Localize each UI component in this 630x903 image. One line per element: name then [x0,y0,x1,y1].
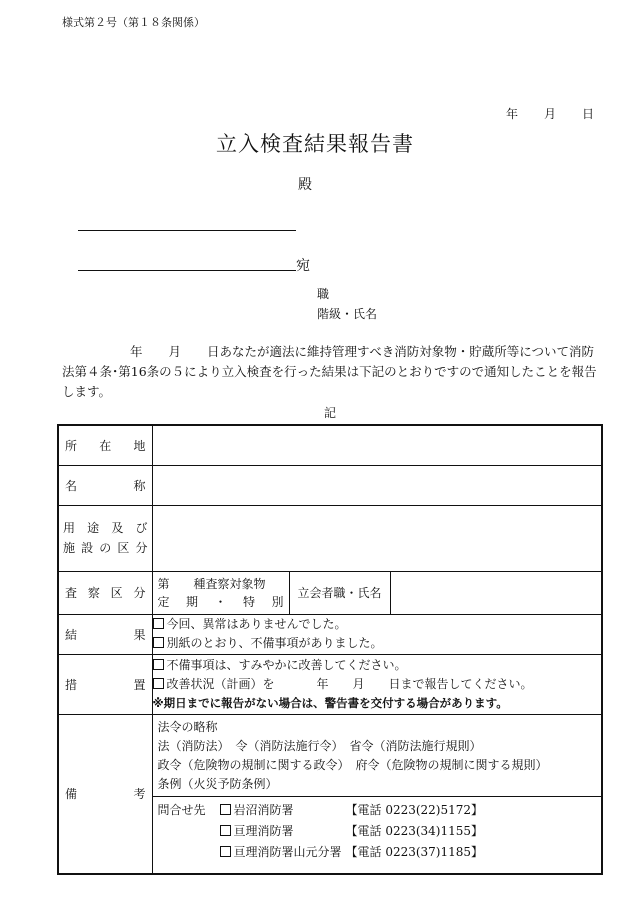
remarks-label: 備考 [58,714,152,874]
addressee-honorific: 殿 [298,177,312,193]
abbr-line-2: 政令（危険物の規制に関する政令） 府令（危険物の規制に関する規則） [157,757,548,772]
date-line [506,105,594,122]
contact-block [153,796,602,866]
date-day: 日 [582,107,595,121]
usage-label [58,505,152,571]
inspection-kind-2: 定期・特別 [157,594,284,609]
intro-text: 日あなたが適法に維持管理すべき消防対象物・貯蔵所等について消防法第４条･第16条の５により立入検査を行った結果は下記のとおりですので通知したことを報告します。 [62,344,597,399]
measure-option-2 [153,675,602,694]
checkbox-icon[interactable] [153,637,164,648]
result-option-1 [153,615,602,634]
result-label: 結果 [58,614,152,654]
measure-option-2-label: 改善状況（計画）を [166,676,275,691]
intro-year: 年 [130,344,143,359]
remarks-abbr-block [153,715,602,796]
checkbox-icon[interactable] [153,618,164,629]
contact-tel: 【電話 0223(37)1185】 [345,844,484,859]
measure-month: 月 [352,676,365,691]
inspection-kind-1: 第 種査察対象物 [157,576,266,591]
row-inspection [58,571,602,614]
measure-notice: ※期日までに報告がない場合は、警告書を交付する場合があります。 [152,695,508,710]
location-label: 所在地 [58,425,152,465]
checkbox-icon[interactable] [153,678,164,689]
contact-name: 岩沼消防署 [233,802,294,817]
contact-name: 亘理消防署 [233,823,294,838]
row-measure [58,654,602,714]
measure-day-text: 日まで報告してください。 [388,676,533,691]
recipient-line-2 [78,270,296,271]
rank-name-label: 階級・氏名 [317,307,378,321]
usage-label-line-2: 施設の区分 [63,541,148,555]
form-number: 様式第２号（第１８条関係） [62,16,205,29]
row-location [58,425,602,465]
inspection-kind [153,572,290,614]
checkbox-icon[interactable] [153,659,164,670]
remarks-cell [152,714,602,874]
measure-cell [152,654,602,714]
result-cell [152,614,602,654]
row-name [58,465,602,505]
measure-year: 年 [316,676,329,691]
name-value [152,465,602,505]
title-label: 職 [317,287,330,301]
measure-option-1-label: 不備事項は、すみやかに改善してください。 [166,657,407,672]
location-value [152,425,602,465]
abbr-title: 法令の略称 [157,719,218,734]
measure-label: 措置 [58,654,152,714]
contact-tel: 【電話 0223(22)5172】 [345,802,484,817]
contact-item [220,842,597,863]
witness-value [390,572,601,614]
result-option-2-label: 別紙のとおり、不備事項がありました。 [166,636,383,650]
checkbox-icon[interactable] [220,825,231,836]
checkbox-icon[interactable] [220,804,231,815]
abbr-line-1: 法（消防法） 令（消防法施行令） 省令（消防法施行規則） [157,738,482,753]
result-option-1-label: 今回、異常はありませんでした。 [166,617,347,631]
contact-name: 亘理消防署山元分署 [233,844,342,859]
checkbox-icon[interactable] [220,846,231,857]
intro-paragraph [62,342,604,402]
row-result [58,614,602,654]
inspection-cell [152,571,602,614]
page-title: 立入検査結果報告書 [216,132,414,156]
contact-item [220,821,597,842]
name-label: 名称 [58,465,152,505]
recipient-line-1 [78,230,296,231]
inspection-label: 査察区分 [58,571,152,614]
contact-tel: 【電話 0223(34)1155】 [345,823,484,838]
abbr-line-3: 条例（火災予防条例） [157,776,278,791]
witness-label: 立会者職・氏名 [289,572,390,614]
measure-option-1 [153,656,602,675]
usage-label-line-1: 用途及び [63,521,148,535]
addressee-ate: 宛 [296,258,310,274]
contact-item [220,800,597,821]
intro-month: 月 [168,344,182,359]
contact-label: 問合せ先 [157,802,206,817]
report-table [57,424,603,875]
row-remarks [58,714,602,874]
contact-list [220,800,597,863]
ki-heading: 記 [324,406,337,420]
date-month: 月 [544,107,557,121]
row-usage [58,505,602,571]
result-option-2 [153,634,602,653]
usage-value [152,505,602,571]
date-year: 年 [506,107,519,121]
